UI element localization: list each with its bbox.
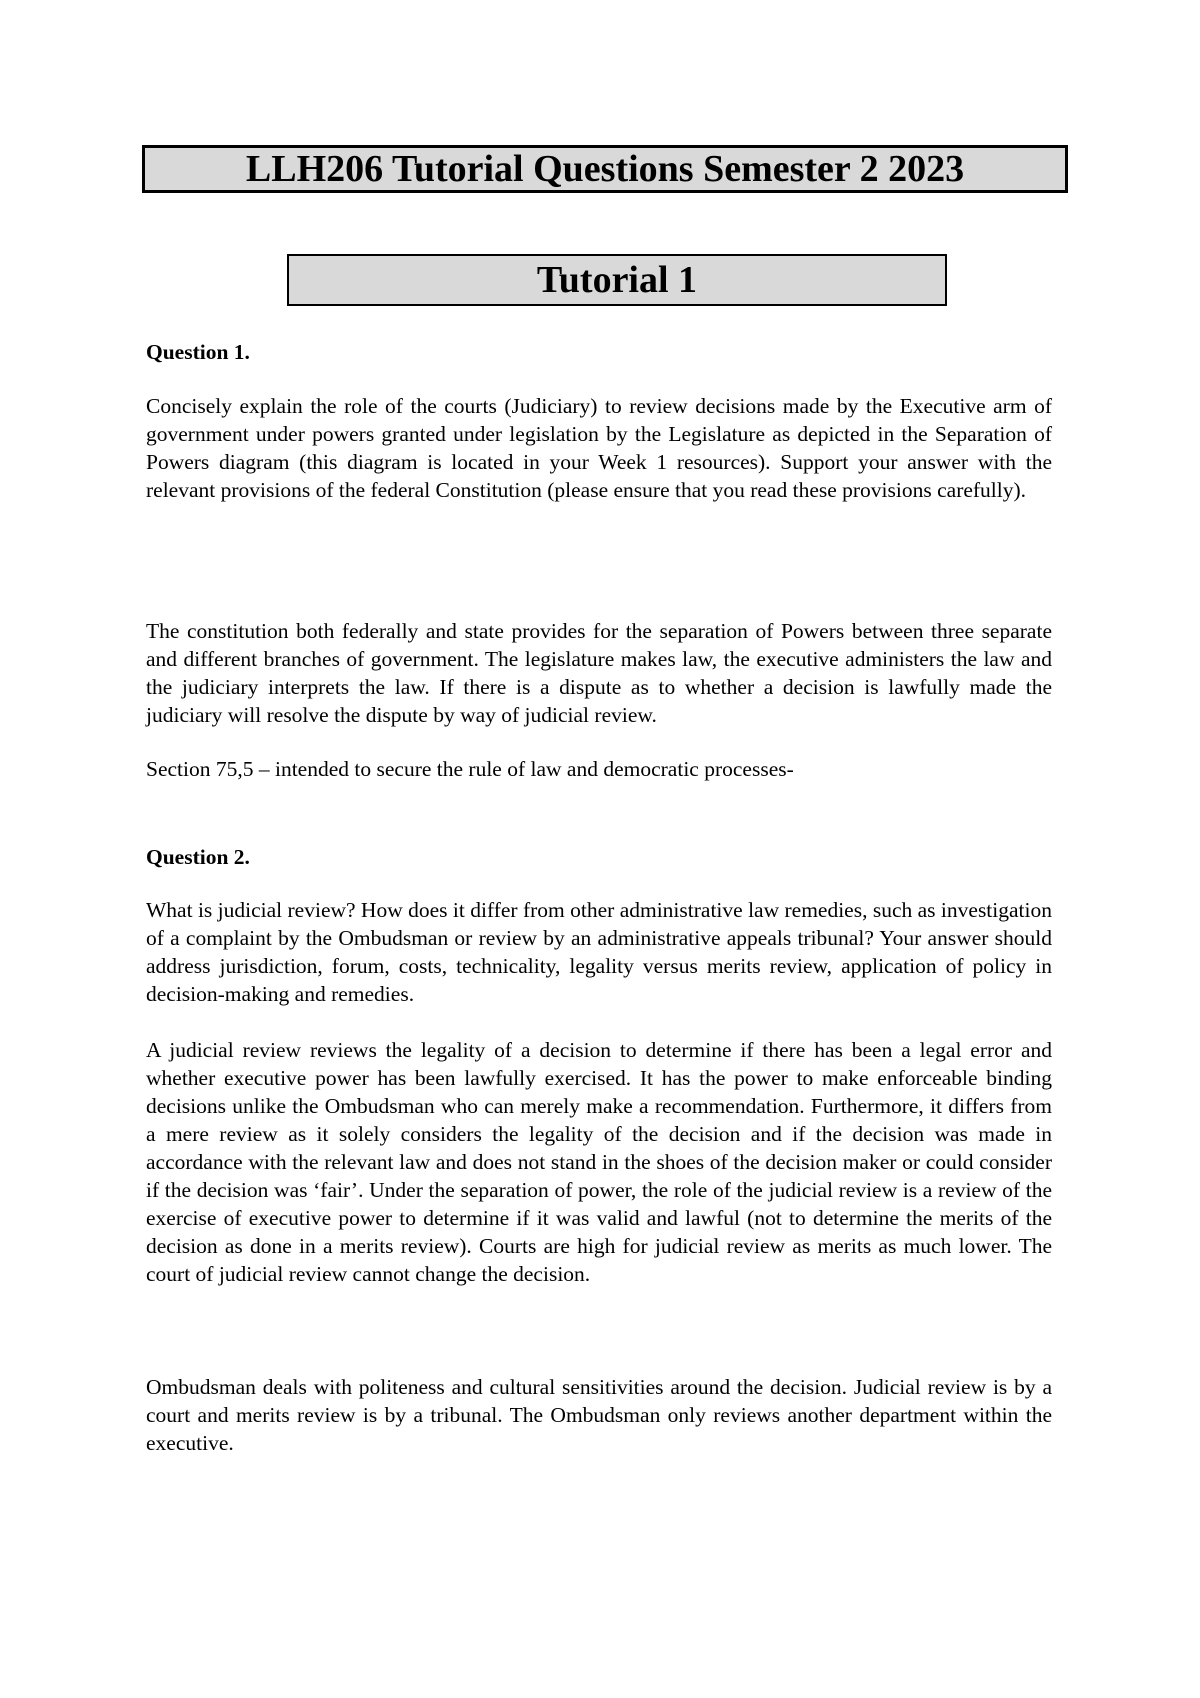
document-title: LLH206 Tutorial Questions Semester 2 2023 — [142, 145, 1068, 193]
question-1-prompt: Concisely explain the role of the courts (Judiciary) to review decisions made by the Executive arm of government under powers granted under legislation by the Legislature as depicted in the Separation of Powers diagram (this diagram is located in your Week 1 resources). Support your answer with the relevant provisions of the federal Constitution (please ensure that you read these provisions carefully). — [146, 394, 1052, 502]
question-2-answer-paragraph: A judicial review reviews the legality of a decision to determine if there has been a legal error and whether executive power has been lawfully exercised. It has the power to make enforceable binding decisions unlike the Ombudsman who can merely make a recommendation. Furthermore, it differs from a mere review as it solely considers the legality of the decision and if the decision was made in accordance with the relevant law and does not stand in the shoes of the decision maker or could consider if the decision was ‘fair’. Under the separation of power, the role of the judicial review is a review of the exercise of executive power to determine if it was valid and lawful (not to determine the merits of the decision as done in a merits review). Courts are high for judicial review as merits as much lower. The court of judicial review cannot change the decision. — [146, 1038, 1052, 1286]
question-1-heading: Question 1. — [146, 340, 250, 364]
question-2-heading: Question 2. — [146, 845, 250, 869]
tutorial-heading: Tutorial 1 — [287, 254, 947, 306]
question-2-prompt: What is judicial review? How does it differ from other administrative law remedies, such as investigation of a complaint by the Ombudsman or review by an administrative appeals tribunal? Your answer should address jurisdiction, forum, costs, technicality, legality versus merits review, application of policy in decision-making and remedies. — [146, 898, 1052, 1006]
question-2-answer-ombudsman: Ombudsman deals with politeness and cultural sensitivities around the decision. Judicial review is by a court and merits review is by a tribunal. The Ombudsman only reviews another department within the executive. — [146, 1375, 1052, 1455]
question-1-answer-section-note: Section 75,5 – intended to secure the rule of law and democratic processes- — [146, 757, 794, 781]
question-1-answer-paragraph: The constitution both federally and state provides for the separation of Powers between three separate and different branches of government. The legislature makes law, the executive administers the law and the judiciary interprets the law. If there is a dispute as to whether a decision is lawfully made the judiciary will resolve the dispute by way of judicial review. — [146, 619, 1052, 727]
